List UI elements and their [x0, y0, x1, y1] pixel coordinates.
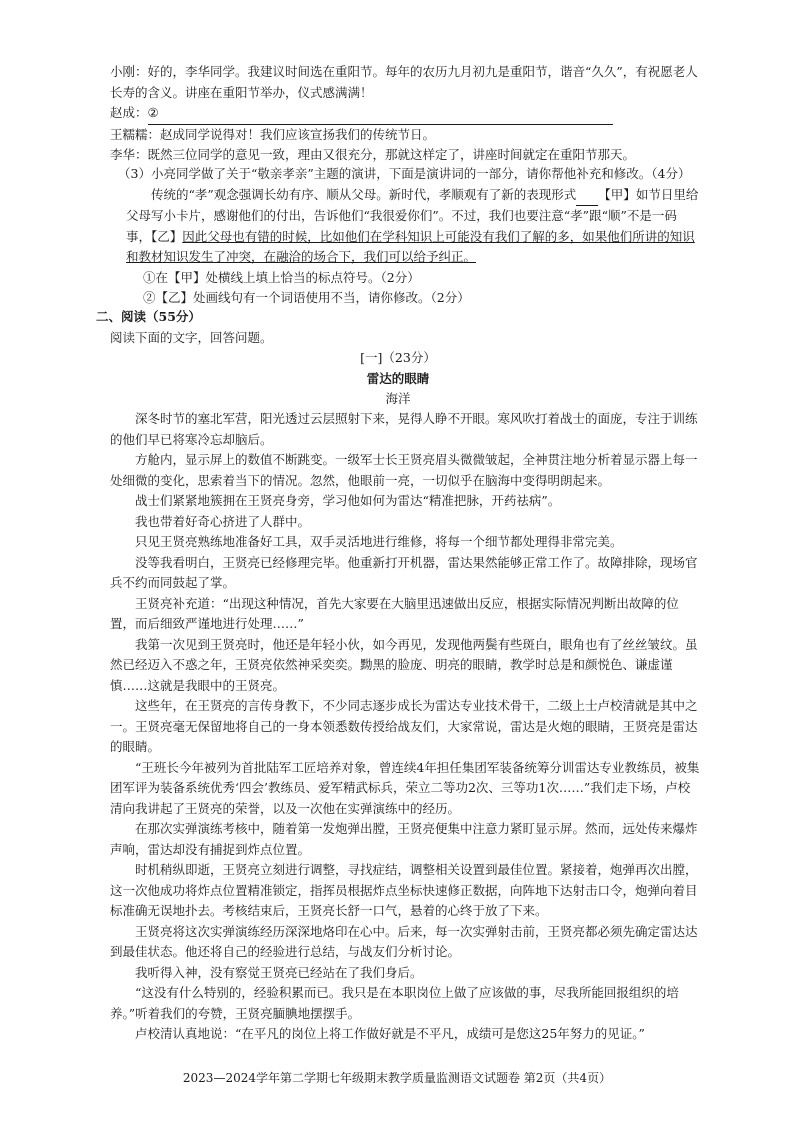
question-3-sub2: ②【乙】处画线句有一个词语使用不当，请你修改。（2分）: [143, 290, 470, 305]
paragraph: “这没有什么特别的，经验积累而已。我只是在本职岗位上做了应该做的事，尽我所能回报组织的培养。”听着我们的夸赞，王贤亮腼腆地摆摆手。: [110, 985, 679, 1021]
paragraph: 我也带着好奇心挤进了人群中。: [135, 513, 311, 529]
paragraph: 王贤亮补充道：“出现这种情况，首先大家要在大脑里迅速做出反应，根据实际情况判断出故障的位置，而后细致严谨地进行处理……”: [110, 595, 679, 631]
part-label: [一]（23分）: [360, 350, 436, 365]
paragraph: 时机稍纵即逝，王贤亮立刻进行调整，寻找症结，调整相关设置到最佳位置。紧接着，炮弹再次出膛，这一次他成功将炸点位置精准锁定，指挥员根据炸点坐标快速修正数据，向阵地下达射击口令，炮弹向着目标准确无误地扑去。考核结束后，王贤亮长舒一口气，悬着的心终于放了下来。: [110, 862, 698, 918]
dialogue-wangnuonuo: 王糯糯：赵成同学说得对！我们应该宣扬我们的传统节日。: [110, 126, 436, 142]
speech-part-3-underlined: 因此父母也有错的时候，比如他们在学科知识上可能没有我们了解的多，如果他们所讲的知识和教材知识发生了冲突，在融洽的场合下，我们可以给予纠正。: [126, 228, 695, 264]
blank-jia: [576, 185, 598, 207]
paragraph: 这些年，在王贤亮的言传身教下，不少同志逐步成长为雷达专业技术骨干，二级上士卢校清就是其中之一。王贤亮毫无保留地将自己的一身本领悉数传授给战友们，大家常说，雷达是火炮的眼睛，王贤亮是雷达的眼睛。: [110, 698, 698, 754]
reading-header: [96, 307, 700, 410]
question-3-sub1: ①在【甲】处横线上填上恰当的标点符号。（2分）: [143, 269, 420, 285]
paragraph: “王班长今年被列为首批陆军工匠培养对象，曾连续4年担任集团军装备统筹分训雷达专业教练员，被集团军评为装备系统优秀‘四会’教练员、爱军精武标兵，荣立二等功2次、三等功1次……”我们走下场，卢校清向我讲起了王贤亮的荣誉，以及一次他在实弹演练中的经历。: [110, 759, 700, 816]
speech-excerpt: [118, 185, 700, 268]
paragraph: 王贤亮将这次实弹演练经历深深地烙印在心中。后来，每一次实弹射击前，王贤亮都必须先确定雷达达到最佳状态。他还将自己的经验进行总结，与战友们分析讨论。: [110, 923, 698, 959]
paragraph: 在那次实弹演练考核中，随着第一发炮弹出膛，王贤亮便集中注意力紧盯显示屏。然而，远处传来爆炸声响，雷达却没有捕捉到炸点位置。: [110, 821, 698, 857]
answer-blank-2: [148, 103, 613, 125]
reading-instruction: 阅读下面的文字，回答问题。: [110, 329, 273, 345]
dialogue-section: [110, 62, 700, 166]
blank-number: ②: [147, 105, 159, 120]
paragraph: 我听得入神，没有察觉王贤亮已经站在了我们身后。: [135, 964, 423, 980]
zhaocheng-label: 赵成：: [110, 105, 148, 120]
paragraph: 战士们紧紧地簇拥在王贤亮身旁，学习他如何为雷达“精准把脉，开药祛病”。: [135, 493, 561, 508]
paragraph: 深冬时节的塞北军营，阳光透过云层照射下来，晃得人睁不开眼。寒风吹打着战士的面庞，专注于训练的他们早已将寒冷忘却脑后。: [110, 411, 698, 447]
paragraph: 没等我看明白，王贤亮已经修理完毕。他重新打开机器，雷达果然能够正常工作了。故障排除，现场官兵不约而同鼓起了掌。: [110, 554, 698, 590]
page-footer: 2023—2024学年第二学期七年级期末教学质量监测语文试题卷 第2页（共4页）: [182, 1071, 612, 1085]
section-title: 二、阅读（55分）: [96, 309, 201, 324]
mark-jia: 【甲】: [598, 186, 636, 202]
article-author: 海洋: [385, 391, 411, 406]
question-3: [118, 164, 700, 309]
dialogue-zhaocheng: [110, 103, 700, 125]
paragraph: 只见王贤亮熟练地准备好工具，双手灵活地进行维修，将每一个细节都处理得非常完美。: [135, 534, 623, 549]
speech-part-1: 传统的“孝”观念强调长幼有序、顺从父母。新时代，孝顺观有了新的表现形式: [151, 186, 577, 202]
dialogue-xiaogang: 小刚：好的，李华同学。我建议时间选在重阳节。每年的农历九月初九是重阳节，谐音“久久”，有祝愿老人长寿的含义。讲座在重阳节举办，仪式感满满！: [110, 64, 698, 100]
dialogue-lihua: 李华：既然三位同学的意见一致，理由又很充分，那就这样定了，讲座时间就定在重阳节那天。: [110, 147, 636, 162]
article-title: 雷达的眼睛: [366, 370, 430, 386]
paragraph: 方舱内，显示屏上的数值不断跳变。一级军士长王贤亮眉头微微皱起，全神贯注地分析着显示器上每一处细微的变化，思索着当下的情况。忽然，他眼前一亮，一切似乎在脑海中变得明朗起来。: [110, 452, 698, 488]
question-3-stem: （3）小亮同学做了关于“敬亲孝亲”主题的演讲，下面是演讲词的一部分，请你帮他补充和修改。（4分）: [118, 166, 691, 181]
paragraph: 我第一次见到王贤亮时，他还是年轻小伙，如今再见，发现他两鬓有些斑白，眼角也有了丝丝皱纹。虽然已经迈入不惑之年，王贤亮依然神采奕奕。黝黑的脸庞、明亮的眼睛，教学时总是和颜悦色、谦虚谨慎……这就是我眼中的王贤亮。: [110, 636, 698, 693]
mark-yi: 【乙】: [151, 228, 183, 244]
speech-part-2: 如节日里给父母写小卡片，感谢他们的付出，告诉他们“我很爱你们”。不过，我们也要注意“孝”跟“顺”不是一码事，: [126, 186, 699, 244]
article-body: [110, 409, 700, 1045]
paragraph: 卢校清认真地说：“在平凡的岗位上将工作做好就是不平凡，成绩可是您这25年努力的见证。”: [135, 1026, 645, 1041]
